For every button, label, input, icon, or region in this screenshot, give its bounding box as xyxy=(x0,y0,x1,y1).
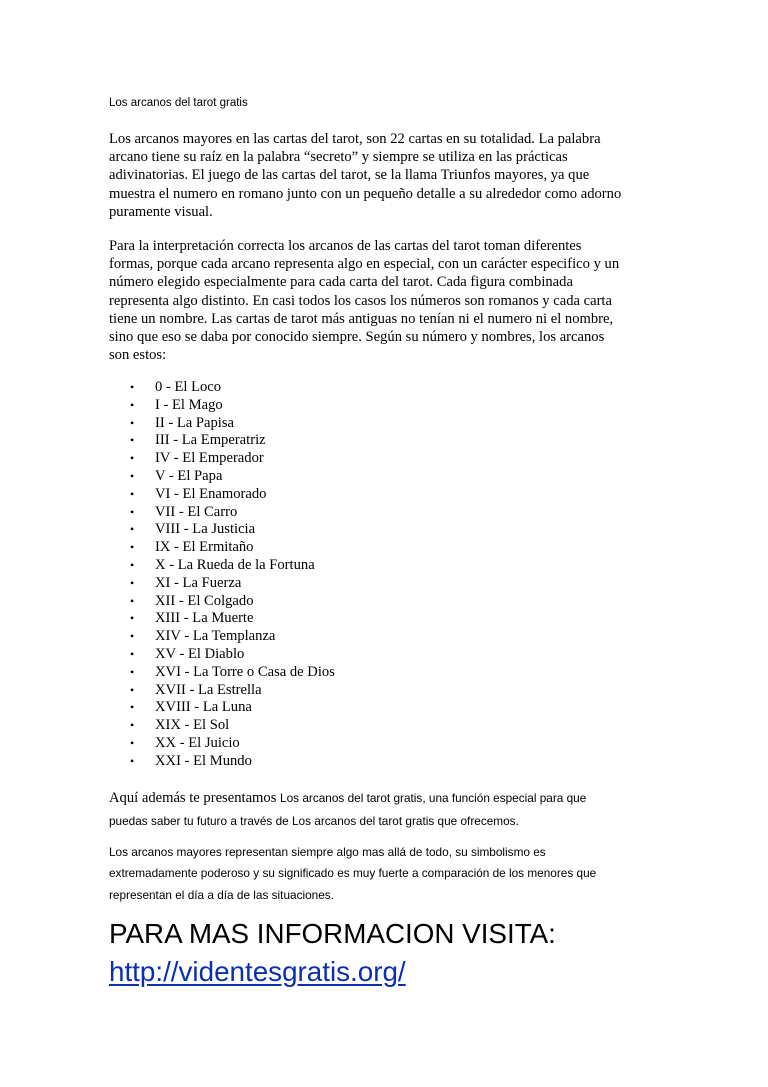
list-item xyxy=(109,682,335,700)
arcana-name: III - La Emperatriz xyxy=(155,432,266,449)
paragraph-line: muestra el numero en romano junto con un pequeño detalle a su alrededor como adorno xyxy=(109,185,622,202)
list-item xyxy=(109,504,335,522)
arcana-name: XXI - El Mundo xyxy=(155,752,252,769)
offer-lead: Aquí además te presentamos xyxy=(109,790,281,806)
bullet-icon: • xyxy=(130,540,135,555)
arcana-name: XV - El Diablo xyxy=(155,645,245,662)
offer-paragraph xyxy=(109,786,669,833)
paragraph-line: puramente visual. xyxy=(109,203,213,220)
interpretation-paragraph xyxy=(109,237,661,364)
paragraph-line: adivinatorias. El juego de las cartas del tarot, se la llama Triunfos mayores, ya que xyxy=(109,167,590,184)
arcana-name: VI - El Enamorado xyxy=(155,485,267,502)
symbolism-paragraph xyxy=(109,842,669,906)
arcana-name: XII - El Colgado xyxy=(155,592,254,609)
arcana-name: IV - El Emperador xyxy=(155,450,264,467)
arcana-name: VIII - La Justicia xyxy=(155,521,256,538)
bullet-icon: • xyxy=(130,700,135,715)
list-item xyxy=(109,575,335,593)
arcana-name: IX - El Ermitaño xyxy=(155,539,254,556)
paragraph-line: puedas saber tu futuro a través de Los arcanos del tarot gratis que ofrecemos. xyxy=(109,814,519,828)
arcana-name: XVIII - La Luna xyxy=(155,699,252,716)
bullet-icon: • xyxy=(130,718,135,733)
list-item xyxy=(109,664,335,682)
document-title: Los arcanos del tarot gratis xyxy=(109,97,248,109)
paragraph-line: extremadamente poderoso y su significado es muy fuerte a comparación de los menores que xyxy=(109,866,597,881)
paragraph-line: Los arcanos mayores representan siempre algo mas allá de todo, su simbolismo es xyxy=(109,845,546,859)
paragraph-line: arcano tiene su raíz en la palabra “secreto” y siempre se utiliza en las prácticas xyxy=(109,149,568,166)
bullet-icon: • xyxy=(130,504,135,519)
paragraph-line: representan el día a día de las situaciones. xyxy=(109,887,334,902)
bullet-icon: • xyxy=(130,380,135,394)
arcana-name: V - El Papa xyxy=(155,467,223,484)
arcana-name: XVI - La Torre o Casa de Dios xyxy=(155,663,335,680)
bullet-icon: • xyxy=(130,468,135,483)
bullet-icon: • xyxy=(130,575,135,590)
arcana-name: XIII - La Muerte xyxy=(155,610,254,627)
bullet-icon: • xyxy=(130,415,135,430)
arcana-name: VII - El Carro xyxy=(155,503,238,520)
cta-heading: PARA MAS INFORMACION VISITA: xyxy=(109,918,556,949)
bullet-icon: • xyxy=(130,682,135,697)
list-item xyxy=(109,753,335,771)
list-item xyxy=(109,735,335,753)
list-item xyxy=(109,415,335,433)
list-item xyxy=(109,699,335,717)
list-item xyxy=(109,557,335,575)
bullet-icon: • xyxy=(130,629,135,644)
bullet-icon: • xyxy=(130,664,135,679)
list-item xyxy=(109,646,335,664)
bullet-icon: • xyxy=(130,557,135,572)
arcana-name: XIX - El Sol xyxy=(155,717,230,734)
list-item xyxy=(109,521,335,539)
bullet-icon: • xyxy=(130,735,135,750)
bullet-icon: • xyxy=(130,611,135,626)
bullet-icon: • xyxy=(130,593,135,608)
bullet-icon: • xyxy=(130,753,135,768)
list-item xyxy=(109,593,335,611)
bullet-icon: • xyxy=(130,433,135,448)
arcana-name: XIV - La Templanza xyxy=(155,628,276,645)
list-item xyxy=(109,717,335,735)
paragraph-line: número elegido especialmente para cada carta del tarot. Cada figura combinada xyxy=(109,274,573,291)
paragraph-line: Para la interpretación correcta los arcanos de las cartas del tarot toman diferentes xyxy=(109,238,582,254)
arcana-name: XI - La Fuerza xyxy=(155,574,242,591)
offer-text: Los arcanos del tarot gratis, una función especial para que xyxy=(280,791,587,805)
list-item xyxy=(109,628,335,646)
arcana-list xyxy=(109,379,335,771)
arcana-name: X - La Rueda de la Fortuna xyxy=(155,556,315,573)
bullet-icon: • xyxy=(130,451,135,466)
arcana-name: I - El Mago xyxy=(155,396,223,413)
bullet-icon: • xyxy=(130,397,135,412)
list-item xyxy=(109,486,335,504)
bullet-icon: • xyxy=(130,486,135,501)
website-link[interactable]: http://videntesgratis.org/ xyxy=(109,956,406,987)
list-item xyxy=(109,539,335,557)
paragraph-line: formas, porque cada arcano representa algo en especial, con un carácter especifico y un xyxy=(109,256,620,273)
paragraph-line: Los arcanos mayores en las cartas del tarot, son 22 cartas en su totalidad. La palabra xyxy=(109,131,601,147)
list-item xyxy=(109,450,335,468)
list-item xyxy=(109,432,335,450)
intro-paragraph xyxy=(109,130,661,221)
list-item xyxy=(109,610,335,628)
arcana-name: XX - El Juicio xyxy=(155,734,240,751)
paragraph-line: tiene un nombre. Las cartas de tarot más antiguas no tenían ni el numero ni el nombre, xyxy=(109,310,614,327)
paragraph-line xyxy=(109,786,669,810)
arcana-name: 0 - El Loco xyxy=(155,379,222,395)
list-item xyxy=(109,468,335,486)
bullet-icon: • xyxy=(130,646,135,661)
arcana-name: XVII - La Estrella xyxy=(155,681,262,698)
paragraph-line: son estos: xyxy=(109,347,167,364)
bullet-icon: • xyxy=(130,522,135,537)
list-item xyxy=(109,397,335,415)
arcana-name: II - La Papisa xyxy=(155,414,235,431)
paragraph-line: sino que eso se daba por conocido siempre. Según su número y nombres, los arcanos xyxy=(109,329,605,346)
list-item xyxy=(109,379,335,397)
paragraph-line: representa algo distinto. En casi todos los casos los números son romanos y cada carta xyxy=(109,292,612,309)
